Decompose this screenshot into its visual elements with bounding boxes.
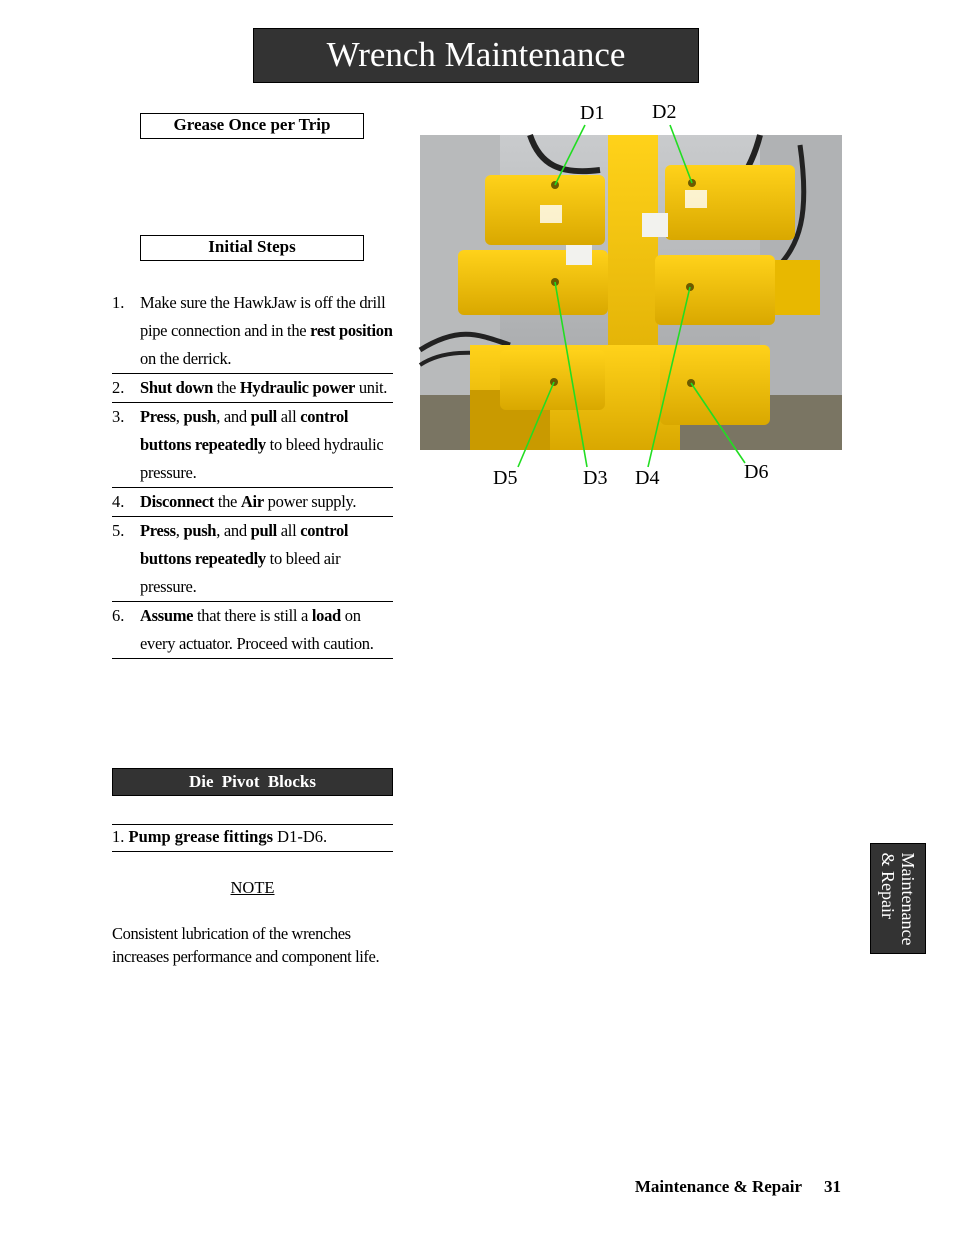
step-text-bold: load [311, 606, 341, 625]
step-text [140, 488, 393, 516]
step-text-plain: all [276, 407, 301, 426]
step-text-bold: pull [250, 521, 277, 540]
step-text-plain: , [175, 521, 184, 540]
callout-d1: D1 [580, 102, 605, 124]
step-text-bold: Press [140, 407, 176, 426]
step-text-bold: Press [140, 521, 176, 540]
step-text-plain: Make sure the HawkJaw is off the drill pipe connection and in the [140, 293, 386, 340]
step-text [140, 517, 393, 601]
step-text-plain: , [175, 407, 184, 426]
callout-d4: D4 [635, 467, 660, 489]
grease-heading: Grease Once per Trip [140, 113, 364, 139]
initial-steps-heading: Initial Steps [140, 235, 364, 261]
step-item [112, 374, 393, 403]
step-text-bold: Disconnect [140, 492, 214, 511]
page-title: Wrench Maintenance [253, 28, 699, 83]
step-text-bold: control buttons repeatedly [140, 407, 349, 454]
step-text-plain: , and [216, 407, 251, 426]
callout-d3: D3 [583, 467, 608, 489]
step-text-bold: pull [250, 407, 277, 426]
step-text-plain: on the derrick. [140, 349, 232, 368]
step-text-bold: Shut down [140, 378, 213, 397]
side-tab-line1: Maintenance [898, 852, 918, 945]
footer-section: Maintenance & Repair [634, 1177, 802, 1196]
wrench-photo-figure [380, 95, 860, 495]
step-text-bold: Assume [140, 606, 194, 625]
step-number: 1. [112, 293, 125, 312]
step-text-plain: that there is still a [193, 606, 312, 625]
initial-steps-list [112, 289, 393, 659]
callout-d2: D2 [652, 101, 677, 123]
step-text-plain: , and [216, 521, 251, 540]
step-text-plain: to bleed air pressure. [140, 549, 341, 596]
step-number: 2. [112, 378, 125, 397]
step-text [140, 602, 393, 658]
callout-d5: D5 [493, 467, 518, 489]
step-text-plain: unit. [355, 378, 388, 397]
side-tab-line2: & Repair [878, 852, 898, 919]
pump-grease-step [112, 824, 393, 852]
step-text-plain: to bleed hydraulic pressure. [140, 435, 384, 482]
step-text-plain: the [212, 378, 240, 397]
step-number: 5. [112, 521, 125, 540]
step-text-bold: rest position [310, 321, 393, 340]
step-text-bold: push [183, 521, 217, 540]
step-number: 3. [112, 407, 125, 426]
step-item [112, 488, 393, 517]
step-text-plain: on every actuator. Proceed with caution. [140, 606, 374, 653]
note-text: Consistent lubrication of the wrenches increases performance and component life. [112, 924, 380, 966]
step-text-bold: Hydraulic power [239, 378, 356, 397]
step-text [140, 374, 393, 402]
section-side-tab [870, 843, 926, 954]
footer-page-number: 31 [824, 1177, 841, 1196]
step-item [112, 602, 393, 659]
wrench-photo [380, 95, 860, 495]
step-text [140, 289, 393, 373]
step-text [140, 403, 393, 487]
step-number: 6. [112, 606, 125, 625]
step-text-bold: push [183, 407, 217, 426]
die-pivot-blocks-heading: Die Pivot Blocks [112, 768, 393, 796]
step-item [112, 403, 393, 488]
step-text-plain: all [276, 521, 301, 540]
pump-step-bold: Pump grease fittings [128, 827, 274, 846]
step-text-bold: control buttons repeatedly [140, 521, 349, 568]
step-text-plain: the [214, 492, 241, 511]
step-text-plain: power supply. [263, 492, 357, 511]
callout-d6: D6 [744, 461, 769, 483]
pump-step-rest: D1-D6. [273, 827, 328, 846]
step-number: 4. [112, 492, 125, 511]
note-label: NOTE [230, 878, 275, 897]
step-item [112, 289, 393, 374]
step-item [112, 517, 393, 602]
page-footer [635, 1177, 841, 1197]
pump-step-number: 1. [112, 827, 125, 846]
step-text-bold: Air [240, 492, 264, 511]
